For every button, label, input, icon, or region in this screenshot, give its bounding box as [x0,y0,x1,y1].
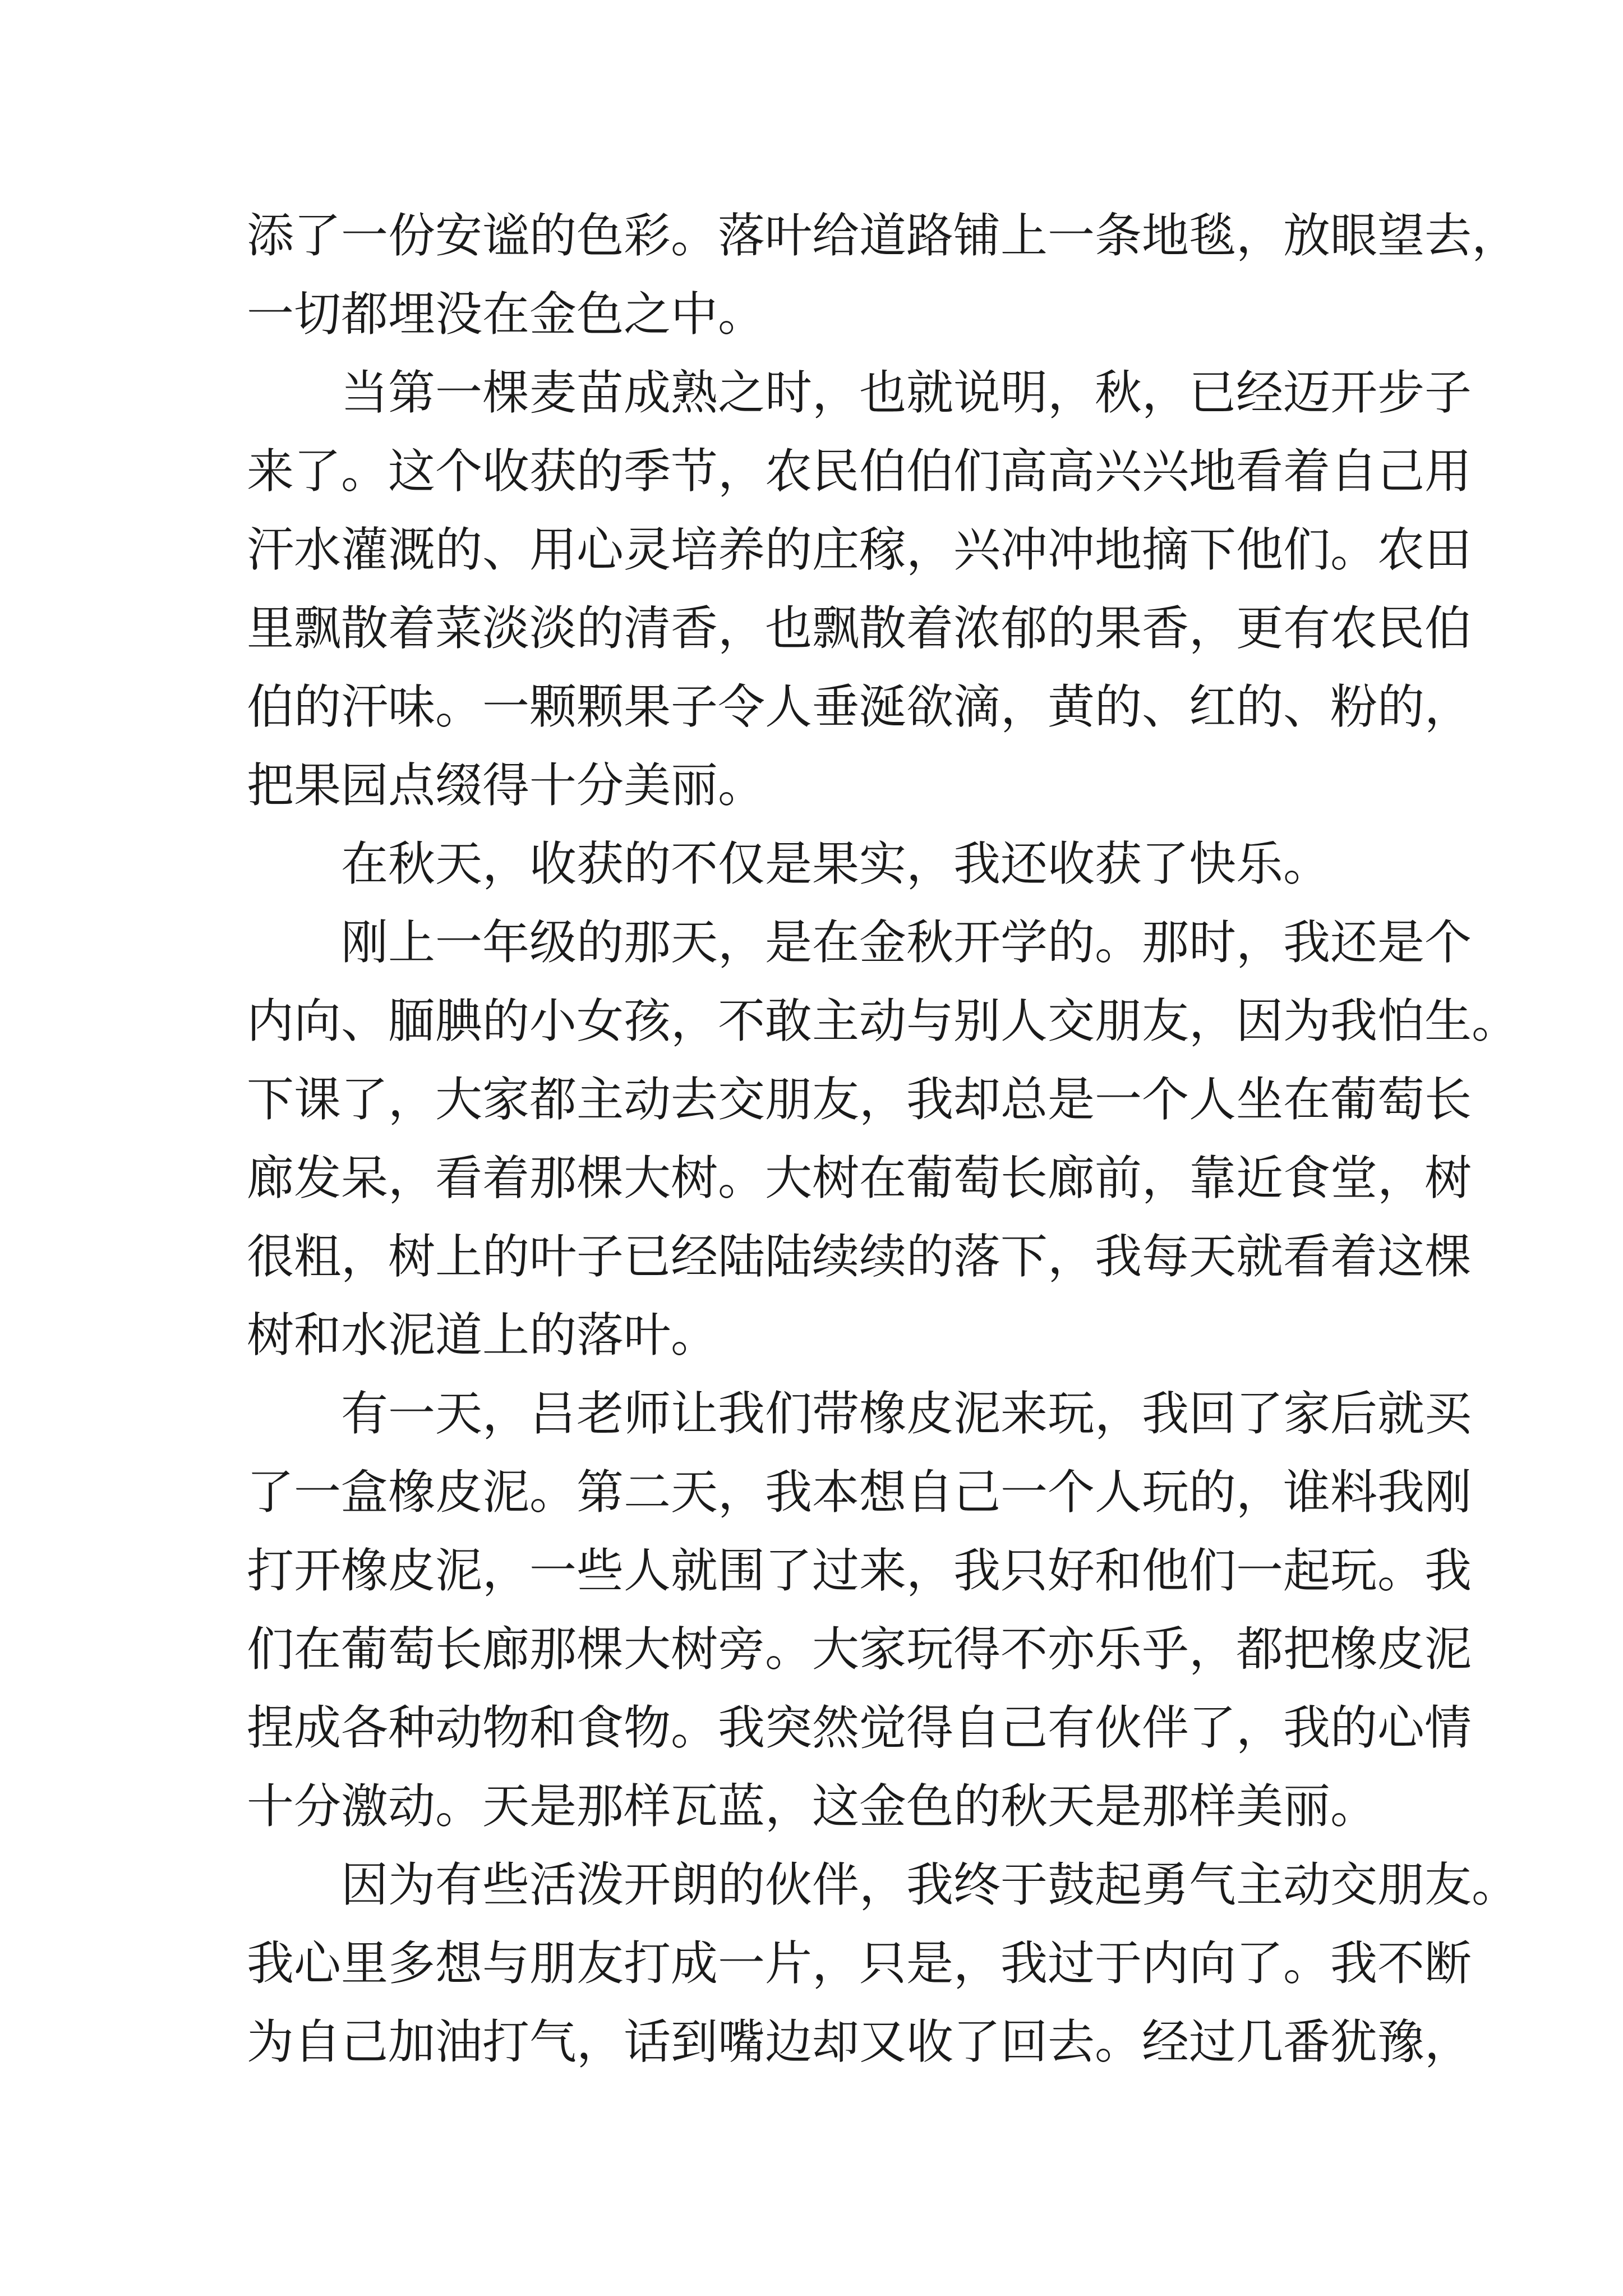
text-line-9: 在秋天，收获的不仅是果实，我还收获了快乐。 [341,836,1331,891]
text-line-3: 当第一棵麦苗成熟之时，也就说明，秋，已经迈开步子 [341,365,1472,420]
text-line-6: 里飘散着菜淡淡的清香，也飘散着浓郁的果香，更有农民伯 [247,601,1472,656]
text-line-23: 我心里多想与朋友打成一片，只是，我过于内向了。我不断 [247,1936,1472,1991]
text-line-2: 一切都埋没在金色之中。 [247,287,766,342]
text-line-11: 内向、腼腆的小女孩，不敢主动与别人交朋友，因为我怕生。 [247,993,1519,1048]
text-line-8: 把果园点缀得十分美丽。 [247,758,766,813]
text-line-21: 十分激动。天是那样瓦蓝，这金色的秋天是那样美丽。 [247,1779,1378,1834]
text-line-5: 汗水灌溉的、用心灵培养的庄稼，兴冲冲地摘下他们。农田 [247,522,1472,577]
text-line-20: 捏成各种动物和食物。我突然觉得自己有伙伴了，我的心情 [247,1700,1472,1755]
text-line-17: 了一盒橡皮泥。第二天，我本想自己一个人玩的，谁料我刚 [247,1465,1472,1520]
text-line-19: 们在葡萄长廊那棵大树旁。大家玩得不亦乐乎，都把橡皮泥 [247,1622,1472,1677]
text-line-24: 为自己加油打气，话到嘴边却又收了回去。经过几番犹豫， [247,2014,1472,2069]
text-line-15: 树和水泥道上的落叶。 [247,1308,718,1363]
text-line-10: 刚上一年级的那天，是在金秋开学的。那时，我还是个 [341,915,1472,970]
text-line-14: 很粗，树上的叶子已经陆陆续续的落下，我每天就看着这棵 [247,1229,1472,1284]
text-line-1: 添了一份安谧的色彩。落叶给道路铺上一条地毯，放眼望去， [247,208,1519,263]
text-line-18: 打开橡皮泥，一些人就围了过来，我只好和他们一起玩。我 [247,1543,1472,1598]
text-line-4: 来了。这个收获的季节，农民伯伯们高高兴兴地看着自己用 [247,444,1472,499]
text-line-13: 廊发呆，看着那棵大树。大树在葡萄长廊前，靠近食堂，树 [247,1151,1472,1205]
text-line-7: 伯的汗味。一颗颗果子令人垂涎欲滴，黄的、红的、粉的， [247,679,1472,734]
text-line-16: 有一天，吕老师让我们带橡皮泥来玩，我回了家后就买 [341,1386,1472,1441]
body-text [247,196,1519,2081]
text-line-12: 下课了，大家都主动去交朋友，我却总是一个人坐在葡萄长 [247,1072,1472,1127]
text-line-22: 因为有些活泼开朗的伙伴，我终于鼓起勇气主动交朋友。 [341,1857,1519,1912]
